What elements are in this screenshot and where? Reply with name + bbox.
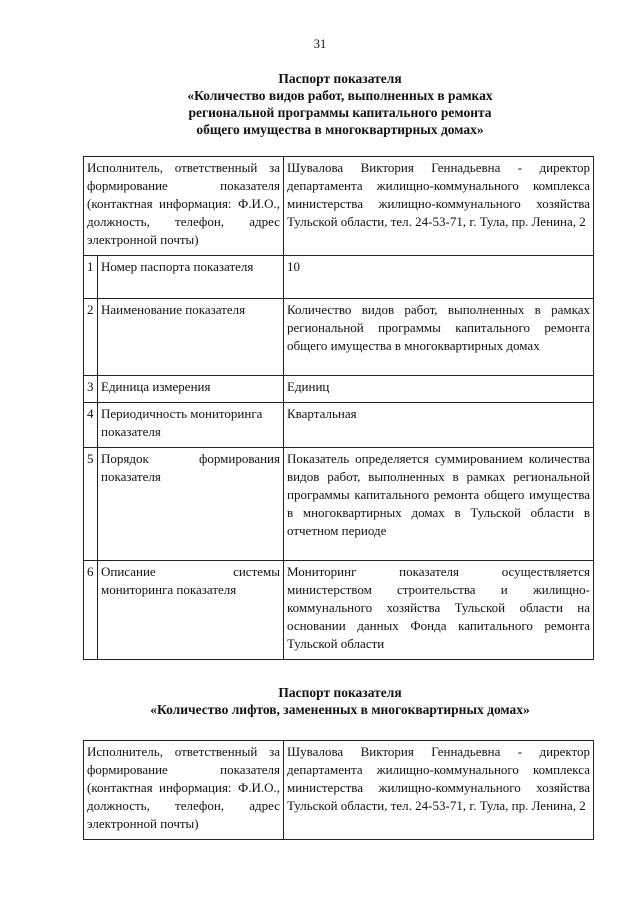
passport-1-title xyxy=(90,70,590,138)
row-number: 2 xyxy=(84,299,98,376)
row-number: 1 xyxy=(84,256,98,299)
row-value: Количество видов работ, выполненных в рамках региональной программы капитального ремонта общего имущества в многоквартирных домах xyxy=(284,299,594,376)
passport-2-table xyxy=(83,740,594,840)
row-value: Мониторинг показателя осуществляется министерством строительства и жилищно-коммунального хозяйства Тульской области на основании данных Фонда капитального ремонта Тульской области xyxy=(284,561,594,660)
row-value: Показатель определяется суммированием количества видов работ, выполненных в рамках региональной программы капитального ремонта общего имущества в многоквартирных домах в Тульской области в отчетном периоде xyxy=(284,448,594,561)
passport-1-title-line: региональной программы капитального ремонта xyxy=(188,105,492,120)
table-row xyxy=(84,403,594,448)
table-row xyxy=(84,157,594,256)
table-row xyxy=(84,299,594,376)
row-number: 5 xyxy=(84,448,98,561)
passport-1-title-line: Паспорт показателя xyxy=(278,71,402,86)
passport-2-title-line: «Количество лифтов, замененных в многоквартирных домах» xyxy=(150,702,530,717)
table-row xyxy=(84,741,594,840)
executor-value: Шувалова Виктория Геннадьевна - директор департамента жилищно-коммунального комплекса министерства жилищно-коммунального хозяйства Тульской области, тел. 24-53-71, г. Тула, пр. Ленина, 2 xyxy=(284,741,594,840)
executor-value: Шувалова Виктория Геннадьевна - директор департамента жилищно-коммунального комплекса министерства жилищно-коммунального хозяйства Тульской области, тел. 24-53-71, г. Тула, пр. Ленина, 2 xyxy=(284,157,594,256)
passport-1-title-line: «Количество видов работ, выполненных в рамках xyxy=(187,88,493,103)
row-label: Наименование показателя xyxy=(98,299,284,376)
table-row xyxy=(84,561,594,660)
row-value: Квартальная xyxy=(284,403,594,448)
passport-1-table xyxy=(83,156,594,660)
table-row xyxy=(84,376,594,403)
row-number: 4 xyxy=(84,403,98,448)
row-label: Порядок формирования показателя xyxy=(98,448,284,561)
row-label: Номер паспорта показателя xyxy=(98,256,284,299)
executor-label: Исполнитель, ответственный за формирование показателя (контактная информация: Ф.И.О., должность, телефон, адрес электронной почты) xyxy=(84,157,284,256)
row-number: 3 xyxy=(84,376,98,403)
row-label: Периодичность мониторинга показателя xyxy=(98,403,284,448)
row-label: Единица измерения xyxy=(98,376,284,403)
row-label: Описание системы мониторинга показателя xyxy=(98,561,284,660)
passport-1-title-line: общего имущества в многоквартирных домах» xyxy=(196,122,484,137)
page-number: 31 xyxy=(313,37,327,51)
row-value: 10 xyxy=(284,256,594,299)
table-row xyxy=(84,448,594,561)
executor-label: Исполнитель, ответственный за формирование показателя (контактная информация: Ф.И.О., должность, телефон, адрес электронной почты) xyxy=(84,741,284,840)
passport-2-title-line: Паспорт показателя xyxy=(278,685,402,700)
row-value: Единиц xyxy=(284,376,594,403)
table-row xyxy=(84,256,594,299)
row-number: 6 xyxy=(84,561,98,660)
passport-2-title xyxy=(90,684,590,718)
